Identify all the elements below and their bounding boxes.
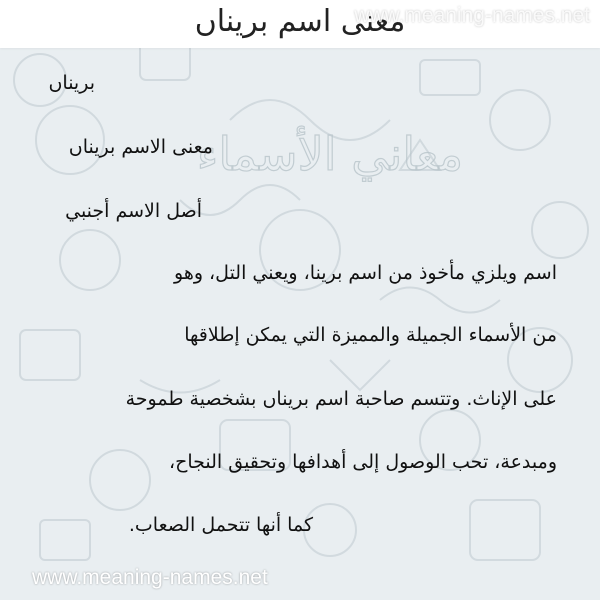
origin-line: أصل الاسم أجنبي [65,200,202,222]
description-line: من الأسماء الجميلة والمميزة التي يمكن إطلاقها [184,324,557,346]
watermark-bottom: www.meaning-names.net [32,566,268,589]
meaning-heading: معنى الاسم بريناں [68,136,213,158]
name-line: بريناں [48,72,95,94]
page-title: معنى اسم بريناں [194,4,406,39]
description-line: على الإناث. وتتسم صاحبة اسم بريناں بشخصية طموحة [125,388,557,410]
description-line: اسم ويلزي مأخوذ من اسم برينا، ويعني التل، وهو [174,262,557,284]
description-line: ومبدعة، تحب الوصول إلى أهدافها وتحقيق النجاح، [168,451,557,473]
description-line: كما أنها تتحمل الصعاب. [128,514,313,536]
background-calligraphy: معاني الأسماء [196,127,464,181]
watermark-top: www.meaning-names.net [354,4,590,27]
